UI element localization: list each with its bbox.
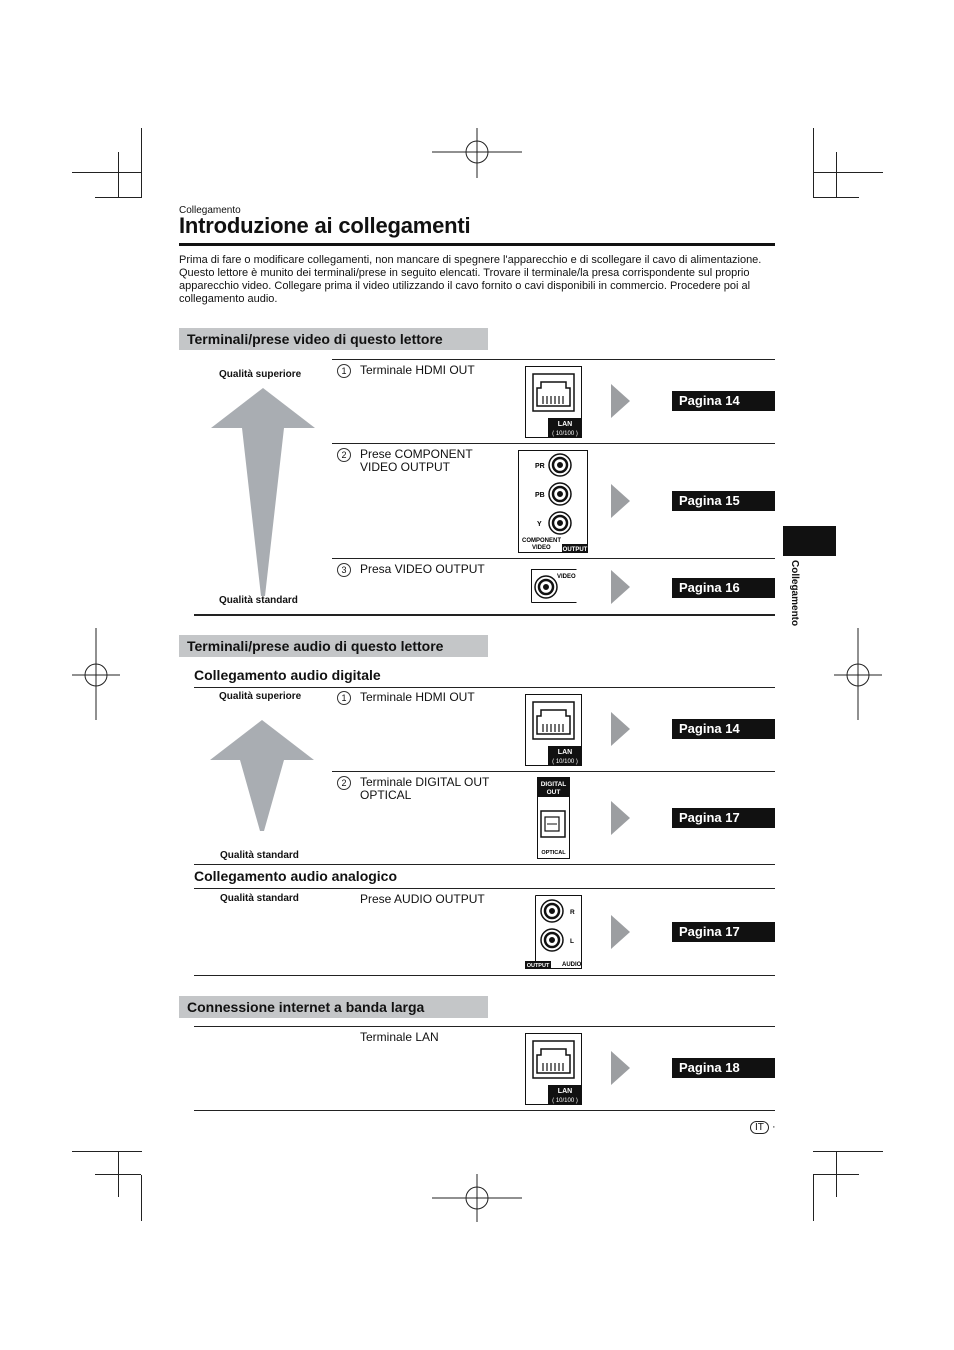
row-label-line: OPTICAL [360,788,412,802]
intro-text [179,254,769,306]
section-heading-internet: Connessione internet a banda larga [179,996,488,1018]
lan-port-icon [525,694,582,766]
divider [194,1110,775,1111]
page-reference[interactable]: Pagina 14 [672,719,775,739]
port-text: DIGITAL [540,781,567,788]
divider [332,558,775,559]
page-number-suffix: · [771,1121,776,1133]
port-text: ( 10/100 ) [552,431,578,437]
row-label-line: Prese COMPONENT [360,447,473,461]
row-label: Terminale HDMI OUT [360,690,475,704]
row-label [360,448,473,474]
port-text: ( 10/100 ) [552,759,578,765]
row-label: Prese AUDIO OUTPUT [360,892,485,906]
row-label: Terminale HDMI OUT [360,363,475,377]
port-text: R [570,909,575,916]
row-label-line: Terminale DIGITAL OUT [360,775,490,789]
lan-port-icon [525,1033,582,1105]
quality-top-label: Qualità superiore [219,691,302,702]
port-text: LAN [557,421,573,428]
pointer-icon [611,801,630,835]
row-number: 2 [337,447,351,462]
lan-port-icon [525,366,582,438]
row-label: Presa VIDEO OUTPUT [360,562,485,576]
page-title: Introduzione ai collegamenti [179,213,471,238]
title-rule [179,243,775,246]
row-number: 1 [337,690,351,705]
row-label: Terminale LAN [360,1030,439,1044]
page-reference[interactable]: Pagina 14 [672,391,775,411]
component-jacks-icon [518,450,588,553]
divider [194,975,775,976]
port-text: OUTPUT [562,547,588,553]
row-number: 3 [337,562,351,577]
registration-mark-top [432,128,522,178]
port-text: VIDEO [532,545,551,551]
port-text: ( 10/100 ) [552,1098,578,1104]
port-text: OPTICAL [541,850,566,856]
quality-arrow-icon [208,720,316,832]
divider [194,1026,775,1027]
pointer-icon [611,570,630,604]
page-reference[interactable]: Pagina 17 [672,808,775,828]
section-heading-audio: Terminali/prese audio di questo lettore [179,635,488,657]
pointer-icon [611,484,630,518]
row-number: 1 [337,363,351,378]
video-jack-icon [531,569,577,603]
divider [194,687,775,688]
port-text: LAN [557,1088,573,1095]
port-text: LAN [557,749,573,756]
divider [332,359,775,360]
optical-port-icon [537,777,570,859]
section-bottom-rule [194,614,775,616]
registration-mark-left [72,628,120,720]
pointer-icon [611,384,630,418]
section-heading-video: Terminali/prese video di questo lettore [179,328,488,350]
divider [194,888,775,889]
quality-analog-label: Qualità standard [220,893,299,904]
page-footer [750,1121,776,1134]
port-text: L [570,938,574,945]
subheading-analog: Collegamento audio analogico [194,868,398,884]
row-label-line: VIDEO OUTPUT [360,460,451,474]
quality-arrow-icon [209,388,317,598]
pointer-icon [611,915,630,949]
page-reference[interactable]: Pagina 16 [672,578,775,598]
registration-mark-right [834,628,882,720]
port-text: OUT [546,789,561,796]
breadcrumb: Collegamento [179,205,241,216]
page-reference[interactable]: Pagina 17 [672,922,775,942]
page-reference[interactable]: Pagina 15 [672,491,775,511]
language-badge: IT [750,1121,769,1134]
port-text: VIDEO [557,574,576,580]
divider [332,443,775,444]
audio-jacks-icon [525,895,582,969]
subheading-digital: Collegamento audio digitale [194,667,381,683]
side-tab-label: Collegamento [789,560,800,627]
quality-top-label: Qualità superiore [219,369,302,380]
port-text: PR [535,463,545,470]
port-text: Y [537,521,542,528]
pointer-icon [611,712,630,746]
pointer-icon [611,1051,630,1085]
registration-mark-bottom [432,1174,522,1222]
port-text: PB [535,492,545,499]
divider [332,771,775,772]
row-number: 2 [337,775,351,790]
intro-paragraph-1: Prima di fare o modificare collegamenti, non mancare di spegnere l'apparecchio e di scollegare il cavo di alimentazione. [179,254,762,266]
port-text: COMPONENT [522,538,561,544]
port-text: OUTPUT [526,963,550,969]
port-text: AUDIO [562,962,582,968]
row-label [360,776,489,802]
intro-paragraph-2: Questo lettore è munito dei terminali/prese in seguito elencati. Trovare il terminale/la presa corrispondente sul proprio apparecchio video. Collegare prima il video utilizzando il cavo fornito o cavi disponibili in commercio. Procedere poi al collegamento audio. [179,267,751,305]
page-reference[interactable]: Pagina 18 [672,1058,775,1078]
quality-bottom-label: Qualità standard [219,595,298,606]
quality-bottom-label: Qualità standard [220,850,299,861]
side-tab [783,526,836,556]
divider [194,864,775,865]
